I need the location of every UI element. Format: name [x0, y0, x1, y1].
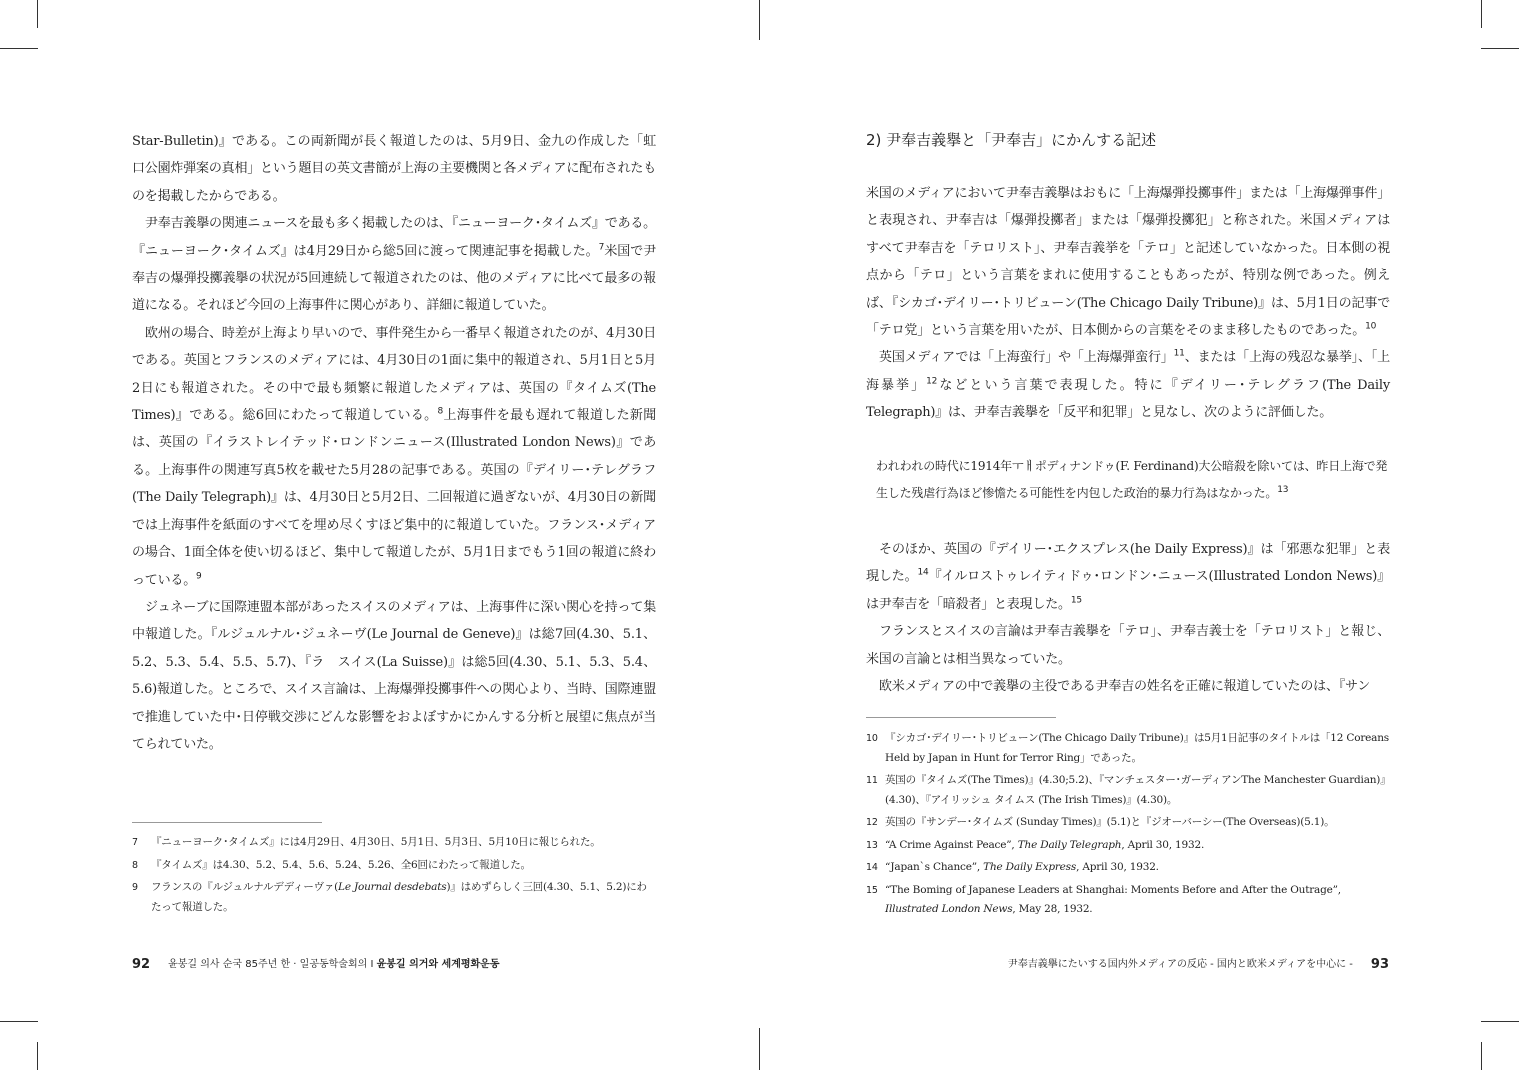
text-run: , April 30, 1932.: [1121, 838, 1205, 851]
text-run: 米国で尹奉吉の爆弾投擲義擧の状況が5回連続して報道されたのは、他のメディアに比べて最多の報道になる。それほど今回の上海事件に関心があり、詳細に報道していた。: [132, 243, 656, 314]
text-run: ジュネーブに国際連盟本部があったスイスのメディアは、上海事件に深い関心を持って集中報道した。『ルジュルナル･ジュネーヴ(Le Journal de Geneve)』は総7回(4.30、5.1、5.2、5.3、5.4、5.5、5.7)、『ラ スイス(La Suisse)』は総5回(4.30、5.1、5.3、5.4、5.6)報道した。ところで、スイス言論は、上海爆弾投擲事件への関心より、当時、国際連盟で推進していた中･日停戦交渉にどんな影響をおよぼすかにかんする分析と展望に焦点が当てられていた。: [132, 599, 656, 752]
text-run: われわれの時代に1914年ㅜㅐポディナンドゥ(F. Ferdinand)大公暗殺を除いては、昨日上海で発生した残虐行為ほど惨憺たる可能性を内包した政治的暴力行為はなかった。: [876, 459, 1388, 500]
text-run: 『イルロストゥレイティドゥ･ロンドン･ニュース(Illustrated London News)』は尹奉吉を「暗殺者」と表現した。: [866, 569, 1391, 612]
text-run: 米国のメディアにおいて尹奉吉義擧はおもに「上海爆弾投擲事件」または「上海爆弾事件」と表現され、尹奉吉は「爆弾投擲者」または「爆弾投擲犯」と称された。米国メディアはすべて尹奉吉を「テロリスト」、尹奉吉義挙を「テロ」と記述していなかった。日本側の視点から「テロ」という言葉をまれに使用することもあったが、特別な例であった。例えば、『シカゴ･デイリー･トリビューン(The Chicago Daily Tribune)』は、5月1日の記事で「テロ党」という言葉を用いたが、日本側からの言葉をそのまま移したものであった。: [866, 186, 1390, 339]
italic-title: The Daily Express: [983, 861, 1077, 873]
text-run: 、または「上海の残忍な暴挙」、「上海暴挙」: [866, 350, 1390, 393]
right-body-text-continued: [866, 536, 1390, 700]
text-run: 上海事件を最も遅れて報道した新聞は、英国の『イラストレイテッド･ロンドンニュース(Illustrated London News)』である。上海事件の関連写真5枚を載せた5月28の記事である。英国の『デイリー･テレグラフ(The Daily Telegraph)』は、4月30日と5月2日、二回報道に過ぎないが、4月30日の新聞では上海事件を紙面のすべてを埋め尽くすほど集中的に報道していた。フランス･メディアの場合、1面全体を使い切るほど、集中して報道したが、5月1日までもう1回の報道に終わっている。: [132, 408, 656, 588]
footnote-text: [151, 878, 656, 917]
footnote-text: [151, 833, 656, 853]
paragraph: [132, 594, 656, 758]
footnote-text: [885, 813, 1390, 833]
text-run: “Japan`s Chance”,: [885, 861, 984, 873]
footnote-ref: 9: [196, 571, 202, 582]
footnote-ref: 7: [598, 242, 605, 253]
footnote-number: 8: [132, 859, 138, 871]
footnote-ref: 13: [1277, 485, 1289, 495]
footnote-number: 13: [866, 839, 878, 851]
footnote: [866, 729, 1390, 768]
text-run: 『タイムズ』は4.30、5.2、5.4、5.6、5.24、5.26、全6回にわたって報道した。: [151, 858, 531, 871]
footnote-text: [885, 836, 1390, 856]
quote-text: [876, 453, 1390, 507]
text-run: 欧州の場合、時差が上海より早いので、事件発生から一番早く報道されたのが、4月30日である。英国とフランスのメディアには、4月30日の1面に集中的報道され、5月1日と5月2日にも報道された。その中で最も頻繁に報道したメディアは、英国の『タイムズ(The Times)』である。総6回にわたって報道している。: [132, 325, 656, 424]
paragraph: [132, 128, 656, 210]
left-page: [0, 0, 759, 1070]
footnote: [132, 833, 656, 853]
section-heading: 2) 尹奉吉義擧と「尹奉吉」にかんする記述: [866, 131, 1157, 149]
footnote-number: 11: [866, 775, 878, 786]
footnote-separator: [132, 822, 322, 823]
footnote-text: [885, 729, 1390, 768]
footnote-text: [885, 858, 1390, 878]
text-run: 英国の『サンデー･タイムズ (Sunday Times)』(5.1)と『ジオーバーシー(The Overseas)(5.1)。: [885, 816, 1335, 828]
footnote: [866, 771, 1390, 810]
footnote-number: 12: [866, 817, 878, 828]
block-quote: [876, 453, 1390, 507]
paragraph: [866, 536, 1390, 618]
paragraph: [866, 618, 1390, 673]
footnote: [132, 878, 656, 917]
text-run: 英国の『タイムズ(The Times)』(4.30;5.2)、『マンチェスター･ガーディアンThe Manchester Guardian)』(4.30)、『アイリッシュ タイムス (The Irish Times)』(4.30)。: [885, 774, 1386, 806]
text-run: そのほか、英国の『デイリー･エクスプレス(he Daily Express)』は「邪悪な犯罪」と表現した。: [866, 542, 1390, 585]
text-run: “A Crime Against Peace”,: [885, 838, 1018, 851]
footnote: [866, 881, 1390, 920]
text-run: フランスの『ルジュルナルデディーヴァ(: [151, 881, 339, 893]
text-run: フランスとスイスの言論は尹奉吉義擧を「テロ」、尹奉吉義士を「テロリスト」と報じ、米国の言論とは相当異なっていた。: [866, 624, 1390, 667]
running-header: 윤봉길 의사 순국 85주년 한 · 일공동학술회의 I 윤봉길 의거와 세계평화운동: [168, 959, 500, 970]
footnote-ref: 12: [926, 376, 938, 387]
footnote-ref: 11: [1173, 349, 1185, 360]
paragraph: [866, 344, 1390, 426]
text-run: , May 28, 1932.: [1012, 903, 1093, 915]
paragraph: [866, 180, 1390, 344]
footnote-number: 10: [866, 733, 878, 744]
text-run: 尹奉吉義擧の関連ニュースを最も多く掲載したのは、『ニューヨーク･タイムズ』である。『ニューヨーク･タイムズ』は4月29日から総5回に渡って関連記事を掲載した。: [132, 216, 656, 259]
running-header-title: 윤봉길 의거와 세계평화운동: [376, 959, 500, 970]
paragraph: [866, 673, 1390, 700]
page-number: 93: [1370, 957, 1389, 972]
footnote-text: [151, 856, 656, 876]
footnote-number: 15: [866, 884, 878, 896]
footnote-number: 7: [132, 837, 138, 848]
italic-title: Illustrated London News: [885, 903, 1013, 915]
footnote: [866, 813, 1390, 833]
footnote-ref: 8: [437, 406, 443, 417]
footnote: [866, 836, 1390, 856]
text-run: )』はめずらしく三回(4.30、5.1、5.2)にわたって報道した。: [151, 881, 647, 913]
footnote: [866, 858, 1390, 878]
text-run: Star-Bulletin)』である。この両新聞が長く報道したのは、5月9日、金九の作成した「虹口公園炸弾案の真相」という題目の英文書簡が上海の主要機関と各メディアに配布されたものを掲載したからである。: [132, 134, 656, 204]
right-footnotes: [866, 729, 1390, 923]
left-folio: [132, 956, 500, 975]
text-run: 『ニューヨーク･タイムズ』には4月29日、4月30日、5月1日、5月3日、5月10日に報じられた。: [151, 836, 601, 848]
footnote-separator: [866, 717, 1056, 718]
running-header: 尹奉吉義擧にたいする国内外メディアの反応 - 国内と欧米メディアを中心に -: [1007, 959, 1353, 970]
italic-title: Le Journal desdebats: [338, 881, 447, 893]
footnote-text: [885, 881, 1390, 920]
right-page: [760, 0, 1519, 1070]
italic-title: The Daily Telegraph: [1017, 838, 1122, 851]
footnote: [132, 856, 656, 876]
text-run: , April 30, 1932.: [1076, 861, 1159, 873]
footnote-ref: 15: [1070, 595, 1082, 606]
text-run: などという言葉で表現した。特に『デイリー･テレグラフ(The Daily Telegraph)』は、尹奉吉義擧を「反平和犯罪」と見なし、次のように評価した。: [866, 377, 1390, 421]
right-body-text: [866, 180, 1390, 427]
footnote-ref: 14: [917, 568, 929, 579]
page-number: 92: [132, 957, 151, 972]
footnote-number: 9: [132, 882, 138, 893]
footnote-ref: 10: [1365, 321, 1377, 332]
text-run: 『シカゴ･デイリー･トリビューン(The Chicago Daily Tribune)』は5月1日記事のタイトルは「12 Coreans Held by Japan in Hunt for Terror Ring」であった。: [885, 732, 1389, 764]
text-run: 英国メディアでは「上海蛮行」や「上海爆弾蛮行」: [879, 350, 1174, 366]
footnote-text: [885, 771, 1390, 810]
paragraph: [132, 210, 656, 320]
left-footnotes: [132, 833, 656, 920]
text-run: 欧米メディアの中で義擧の主役である尹奉吉の姓名を正確に報道していたのは、『サン: [879, 679, 1371, 695]
left-body-text: [132, 128, 656, 758]
right-folio: [1008, 956, 1389, 975]
text-run: “The Boming of Japanese Leaders at Shanghai: Moments Before and After the Outrage”,: [885, 883, 1341, 896]
footnote-number: 14: [866, 862, 878, 873]
paragraph: [132, 320, 656, 594]
